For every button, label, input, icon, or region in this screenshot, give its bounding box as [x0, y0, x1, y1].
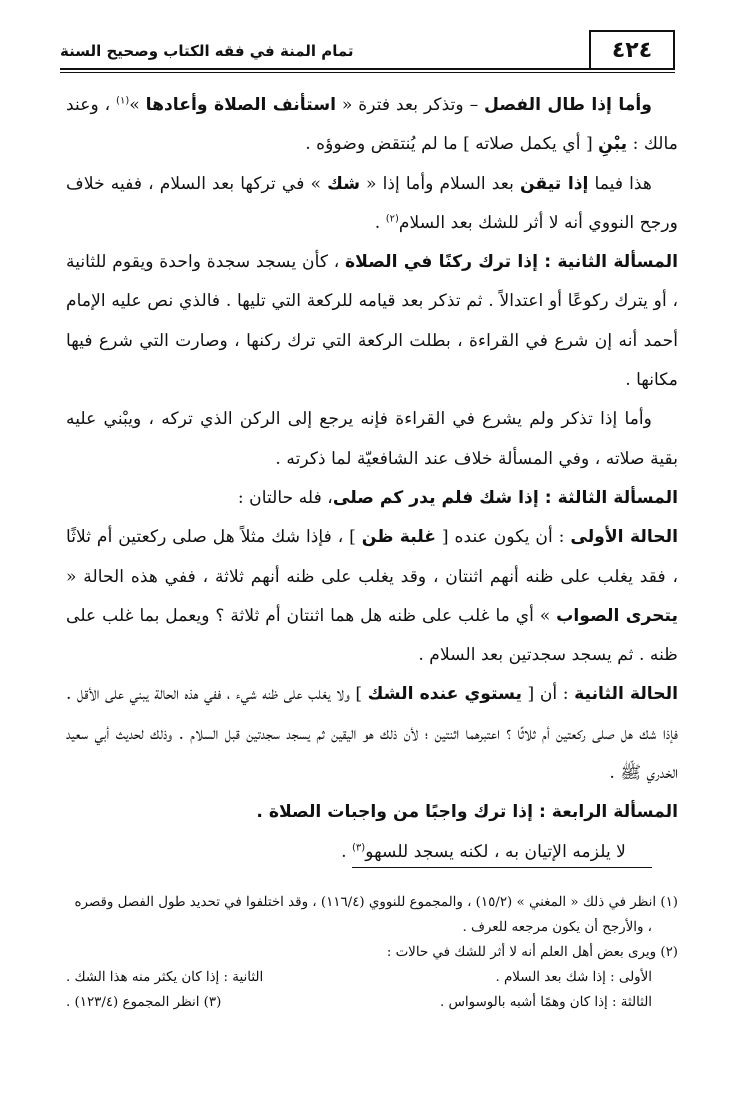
case-heading-2: الحالة الثانية [574, 684, 678, 705]
text-run: هذا فيما [588, 173, 652, 194]
text-run: » في تركها بعد السلام ، ففيه خلاف ورجح النووي أنه لا أثر للشك بعد السلام [66, 173, 678, 233]
text-run: لا يلزمه الإتيان به ، لكنه يسجد للسهو [365, 841, 626, 862]
footnote-2-third: الثالثة : إذا كان وهمًا أشبه بالوسواس . [440, 995, 652, 1010]
page-header [60, 30, 675, 74]
bold-phrase: إذا تيقن [519, 173, 589, 194]
text-run: ، فله حالتان : [237, 487, 333, 508]
case-heading-1: الحالة الأولى [570, 527, 679, 548]
issue-heading-3: المسألة الثالثة : إذا شك فلم يدر كم صلى [332, 487, 678, 508]
text-run: » [129, 95, 146, 115]
bold-phrase: شك [327, 173, 360, 194]
text-run: [ أي يكمل صلاته ] ما لم يُنتقض وضوؤه . [305, 134, 599, 155]
paragraph-doubt-after-salam [66, 165, 678, 244]
text-run: ، كأن يسجد سجدة واحدة ويقوم للثانية ، أو يترك ركوعًا أو اعتدالاً . ثم تذكر بعد قيامه للركعة التي تليها . فالذي نص عليه الإمام أحمد أنه إن شرع في القراءة ، بطلت الركعة التي ترك ركنها ، وصارت التي شرع فيها مكانها . [66, 252, 678, 391]
bold-phrase: وأما إذا طال الفصل [484, 95, 652, 115]
main-text [66, 86, 678, 872]
paragraph-second-case [66, 675, 678, 793]
text-run: بعد السلام وأما إذا « [359, 173, 520, 194]
footnote-2-second: الثانية : إذا كان يكثر منه هذا الشك . [66, 970, 264, 985]
paragraph-long-gap [66, 86, 678, 165]
issue-heading-2: المسألة الثانية : إذا ترك ركنًا في الصلاة [345, 252, 679, 273]
text-run: ، وعند مالك : [66, 95, 678, 155]
footnote-2-row-2 [66, 990, 678, 1015]
header-rule [60, 68, 675, 70]
bold-phrase: يبْنِ [598, 134, 628, 155]
text-run: ] ، فإذا شك مثلاً هل صلى ركعتين أم ثلاثًا ، فقد يغلب على ظنه أنهم اثنتان ، وقد يغلب على ظنه أنهم ثلاثة ، ففي هذه الحالة « [66, 527, 678, 587]
book-title: تمام المنة في فقه الكتاب وصحيح السنة [60, 42, 354, 60]
text-run: » أي ما غلب على ظنه هل هما اثنتان أم ثلاثة ؟ ويعمل بما غلب على ظنه . ثم يسجد سجدتين بعد السلام . [66, 605, 678, 666]
footnote-2-intro: (٢) ويرى بعض أهل العلم أنه لا أثر للشك في حالات : [386, 945, 678, 960]
text-run: . [341, 841, 352, 862]
footnote-1: (١) انظر في ذلك « المغني » (١٥/٢) ، والمجموع للنووي (١١٦/٤) ، وقد اختلفوا في تحديد طول الفصل وقصره ، والأرجح أن يكون مرجعه للعرف . [74, 895, 678, 935]
footnote-2-row-1 [66, 965, 678, 990]
footnote-ref-3[interactable]: (٣) [352, 841, 366, 853]
bold-phrase: استأنف الصلاة وأعادها [145, 95, 336, 115]
text-run: : أن يكون عنده [ [436, 527, 571, 548]
paragraph-first-case [66, 518, 678, 675]
footnote-2-first: الأولى : إذا شك بعد السلام . [495, 970, 652, 985]
text-run: ] ولا يغلب على ظنه شيء ، ففي هذه الحالة يبني على الأقل . فإذا شك هل صلى ركعتين أم ثلاثًا ؟ اعتبرهما اثنتين ؛ لأن ذلك هو اليقين ثم يسجد سجدتين قبل السلام . وذلك لحديث أبي سعيد الخدري ﷺ . [66, 684, 678, 784]
footnotes [66, 890, 678, 1015]
paragraph-obligatory-missed [66, 833, 678, 872]
text-run: : أن [ [521, 684, 575, 705]
footnote-ref-2[interactable]: (٢) [385, 213, 399, 225]
paragraph-second-issue [66, 243, 678, 400]
underlined-ruling [352, 837, 652, 868]
footnote-ref-1[interactable]: (١) [116, 95, 130, 107]
footnote-3: (٣) انظر المجموع (١٢٣/٤) . [66, 995, 222, 1010]
header-rule-thin [60, 72, 675, 73]
text-run: – وتذكر بعد فترة « [336, 95, 485, 115]
text-run: . [374, 212, 386, 233]
bold-phrase: غلبة ظن [361, 527, 436, 548]
bold-phrase: يتحرى الصواب [556, 605, 678, 626]
page-number: ٤٢٤ [589, 30, 675, 68]
paragraph-not-started-reading: وأما إذا تذكر ولم يشرع في القراءة فإنه يرجع إلى الركن الذي تركه ، ويبْني عليه بقية صلاته ، وفي المسألة خلاف عند الشافعيّة لما ذكرته . [66, 409, 678, 469]
bold-phrase: يستوي عنده الشك [367, 684, 522, 705]
paragraph-third-issue [66, 479, 678, 518]
issue-heading-4: المسألة الرابعة : إذا ترك واجبًا من واجبات الصلاة . [256, 802, 678, 823]
